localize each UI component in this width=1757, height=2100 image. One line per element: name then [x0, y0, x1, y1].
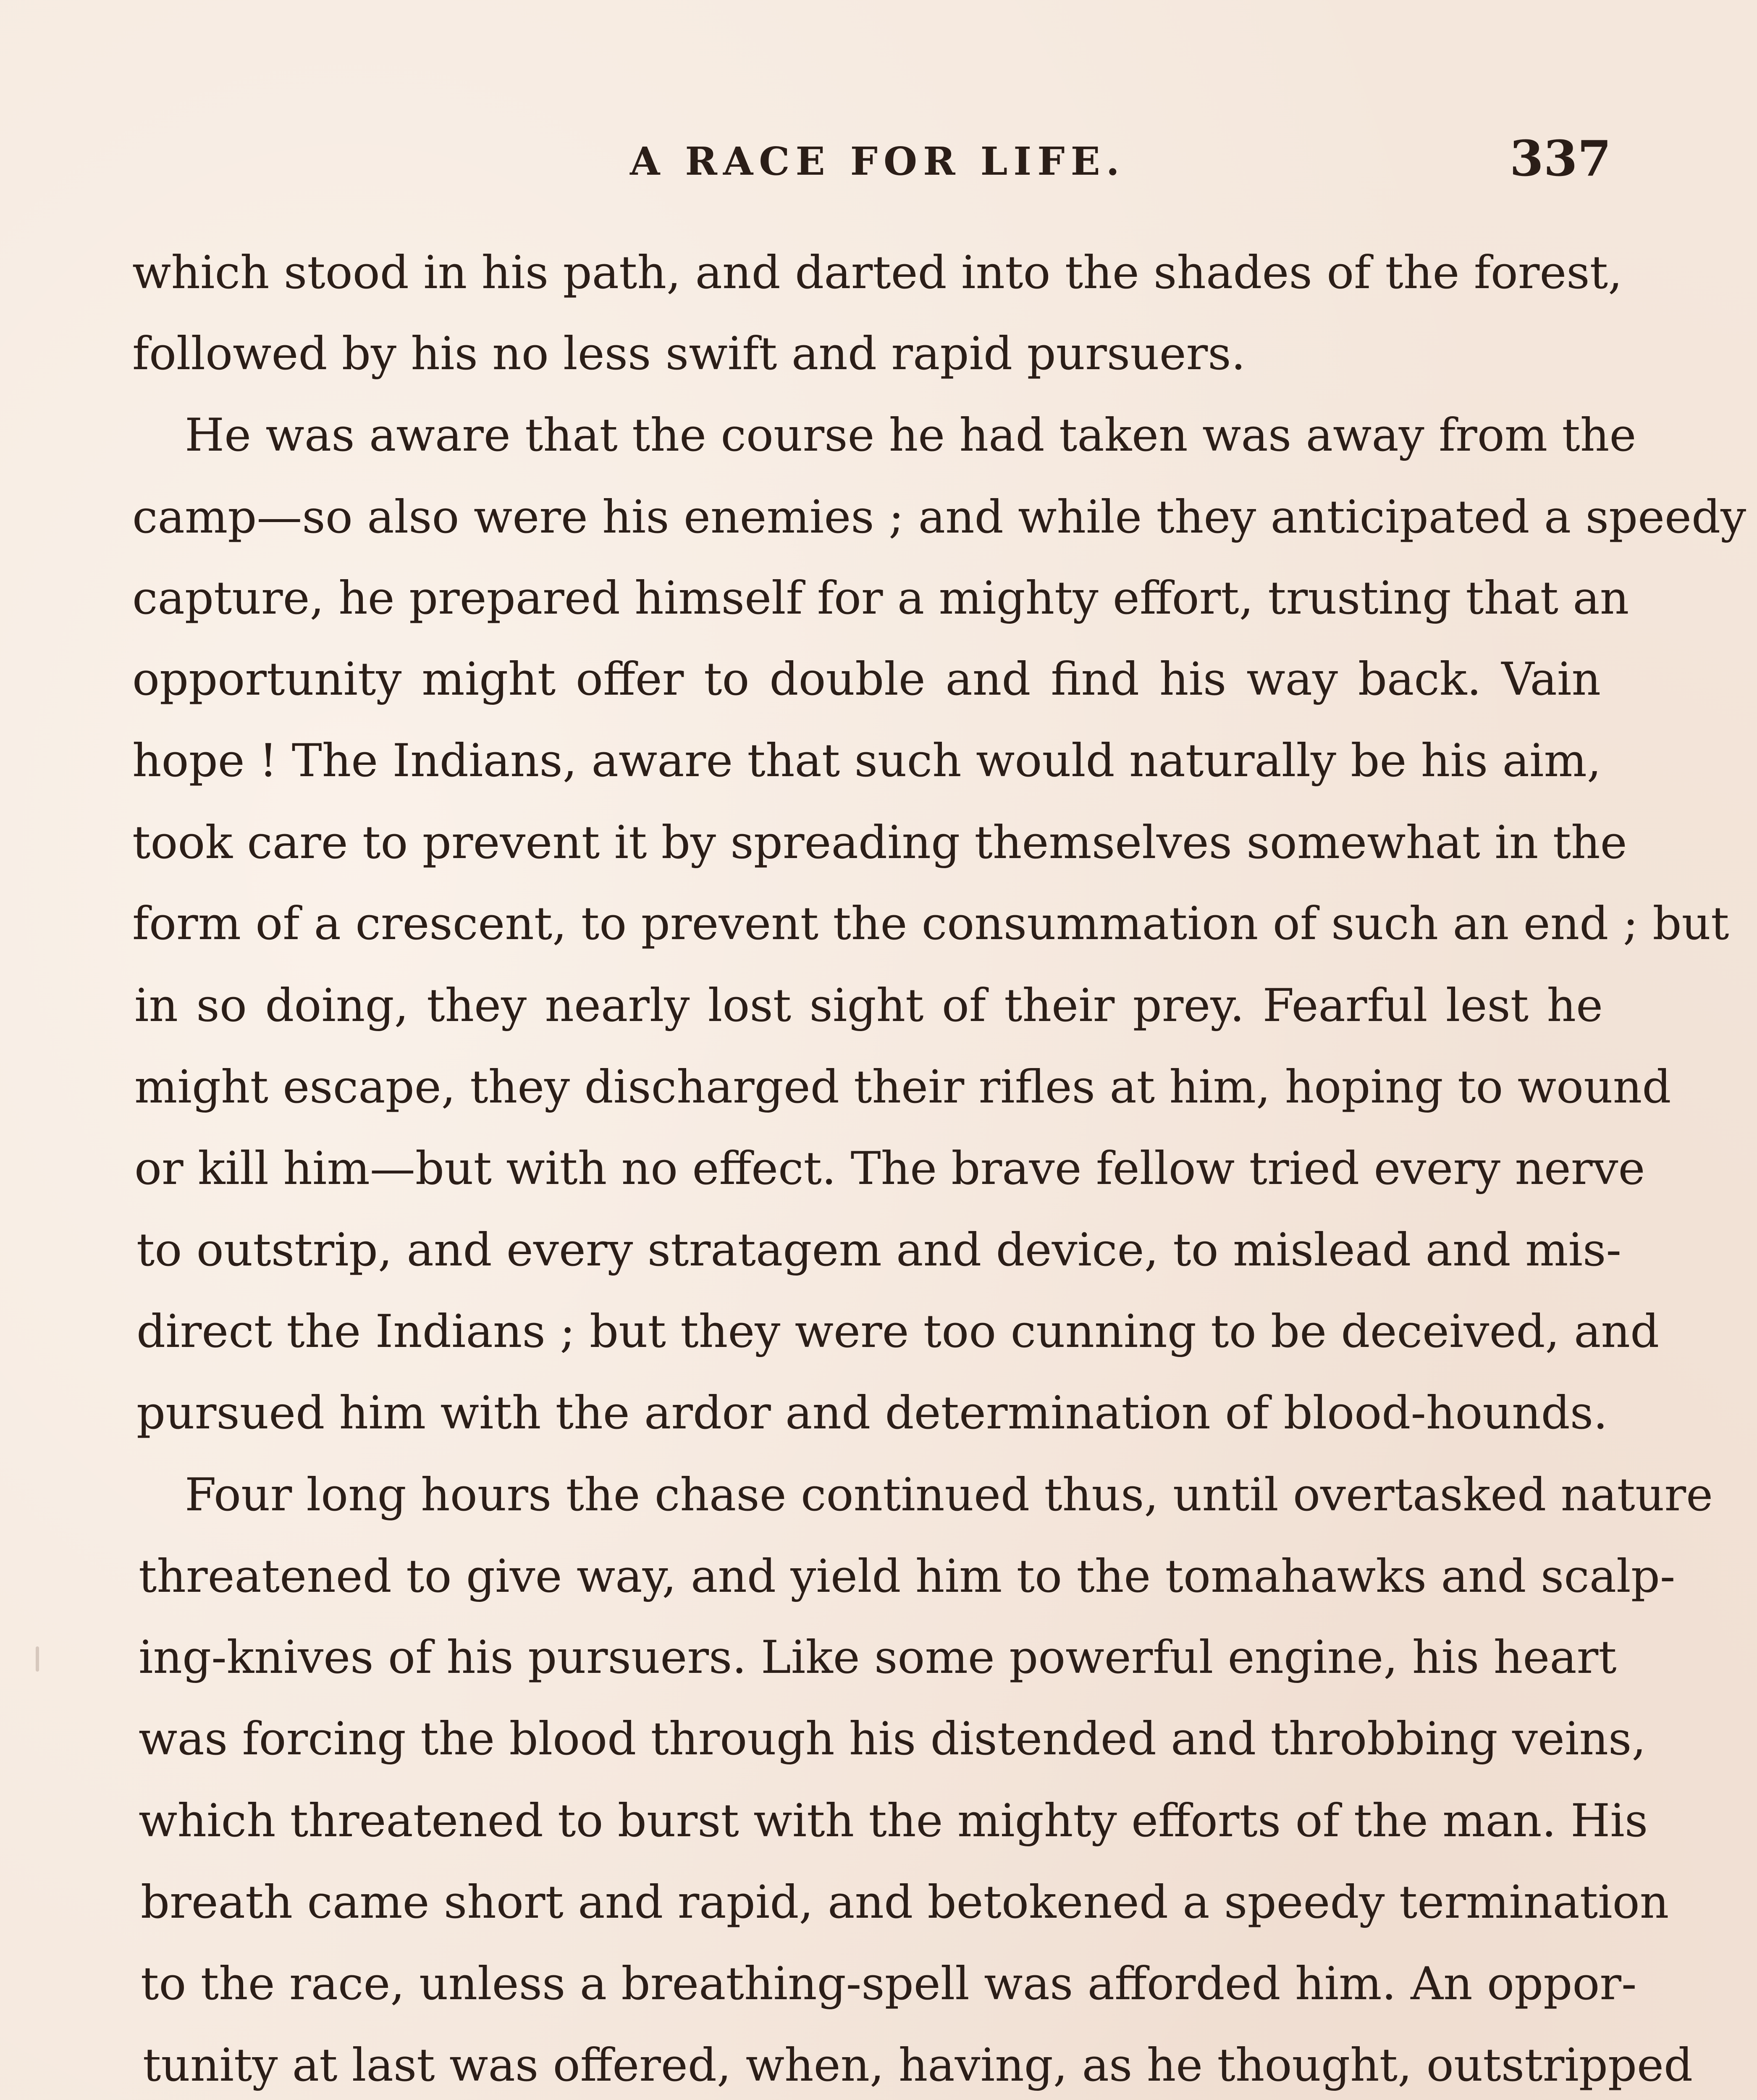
text-line: or kill him—but with no effect. The brave fellow tried every nerve — [134, 1142, 1645, 1195]
running-head: A RACE FOR LIFE. — [630, 139, 1125, 184]
text-line: was forcing the blood through his distended and throbbing veins, — [139, 1713, 1646, 1765]
text-line: threatened to give way, and yield him to the tomahawks and scalp- — [139, 1550, 1676, 1603]
page-number: 337 — [1510, 130, 1612, 187]
text-line: He was aware that the course he had taken was away from the — [185, 409, 1636, 462]
text-line: to the race, unless a breathing-spell was afforded him. An oppor- — [141, 1958, 1637, 2010]
text-line: hope ! The Indians, aware that such would naturally be his aim, — [132, 735, 1602, 787]
text-line: tunity at last was offered, when, having, as he thought, outstripped — [143, 2039, 1693, 2092]
text-line: in so doing, they nearly lost sight of their prey. Fearful lest he — [134, 979, 1603, 1032]
text-line: which threatened to burst with the mighty efforts of the man. His — [139, 1795, 1648, 1847]
text-line: followed by his no less swift and rapid pursuers. — [132, 328, 1246, 380]
text-line: camp—so also were his enemies ; and while they anticipated a speedy — [132, 491, 1747, 543]
text-line: breath came short and rapid, and betokened a speedy termination — [141, 1876, 1669, 1929]
text-line: which stood in his path, and darted into the shades of the forest, — [132, 247, 1623, 299]
text-line: capture, he prepared himself for a mighty effort, trusting that an — [132, 572, 1629, 625]
text-line: to outstrip, and every stratagem and device, to mislead and mis- — [136, 1224, 1621, 1276]
text-line: pursued him with the ardor and determination of blood-hounds. — [136, 1387, 1608, 1439]
text-line: might escape, they discharged their rifles at him, hoping to wound — [134, 1061, 1671, 1113]
text-line: form of a crescent, to prevent the consummation of such an end ; but — [132, 898, 1729, 950]
text-line: opportunity might offer to double and find his way back. Vain — [132, 653, 1601, 706]
text-line: direct the Indians ; but they were too cunning to be deceived, and — [136, 1305, 1660, 1358]
paper-stain — [36, 1646, 39, 1672]
text-line: took care to prevent it by spreading themselves somewhat in the — [132, 816, 1627, 869]
text-line: Four long hours the chase continued thus, until overtasked nature — [185, 1469, 1713, 1521]
text-line: ing-knives of his pursuers. Like some powerful engine, his heart — [139, 1631, 1617, 1684]
